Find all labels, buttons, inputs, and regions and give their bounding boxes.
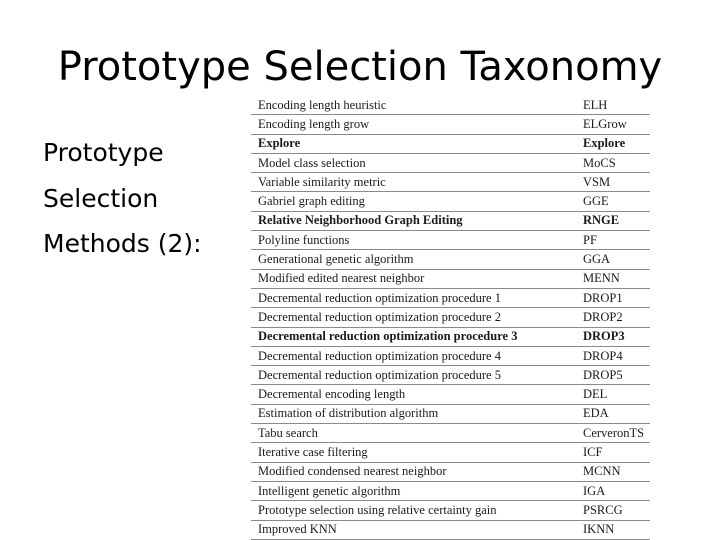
- method-name: Decremental reduction optimization procedure 4: [258, 348, 501, 363]
- method-name: Intelligent genetic algorithm: [258, 483, 401, 498]
- table-row: [251, 501, 650, 520]
- table-row: [251, 521, 650, 540]
- method-name: Modified condensed nearest neighbor: [258, 464, 447, 479]
- method-abbreviation: GGA: [583, 252, 611, 267]
- method-abbreviation: DROP4: [583, 348, 623, 363]
- method-abbreviation: IKNN: [583, 522, 615, 537]
- method-abbreviation: IGA: [583, 483, 606, 498]
- subtitle-line: Prototype: [43, 138, 164, 167]
- method-abbreviation: MoCS: [583, 155, 616, 170]
- method-name: Gabriel graph editing: [258, 194, 365, 209]
- table-row: [251, 192, 650, 211]
- method-name: Modified edited nearest neighbor: [258, 271, 425, 286]
- method-abbreviation: DEL: [583, 387, 608, 402]
- method-name: Polyline functions: [258, 232, 350, 247]
- table-row: [251, 96, 650, 115]
- table-row: [251, 366, 650, 385]
- table-row: [251, 405, 650, 424]
- method-abbreviation: Explore: [583, 136, 626, 151]
- method-abbreviation: DROP3: [583, 329, 625, 344]
- method-name: Prototype selection using relative certainty gain: [258, 502, 497, 517]
- method-abbreviation: GGE: [583, 194, 609, 209]
- method-name: Decremental reduction optimization procedure 5: [258, 367, 501, 382]
- table-row: [251, 231, 650, 250]
- subtitle-line: Methods (2):: [43, 229, 202, 258]
- method-name: Iterative case filtering: [258, 444, 368, 459]
- method-name: Generational genetic algorithm: [258, 252, 414, 267]
- method-name: Model class selection: [258, 155, 366, 170]
- method-abbreviation: DROP1: [583, 290, 623, 305]
- method-abbreviation: DROP5: [583, 367, 623, 382]
- table-row: [251, 135, 650, 154]
- table-row: [251, 443, 650, 462]
- table-row: [251, 212, 650, 231]
- table-row: [251, 173, 650, 192]
- method-abbreviation: MENN: [583, 271, 620, 286]
- method-name: Encoding length grow: [258, 116, 370, 131]
- method-name: Variable similarity metric: [258, 174, 386, 189]
- method-name: Improved KNN: [258, 522, 337, 537]
- table-row: [251, 270, 650, 289]
- method-abbreviation: ELH: [583, 97, 608, 112]
- table-row: [251, 308, 650, 327]
- method-name: Decremental reduction optimization procedure 1: [258, 290, 501, 305]
- method-abbreviation: MCNN: [583, 464, 621, 479]
- method-abbreviation: RNGE: [583, 213, 620, 228]
- method-abbreviation: DROP2: [583, 309, 623, 324]
- method-abbreviation: VSM: [583, 174, 611, 189]
- method-name: Encoding length heuristic: [258, 97, 387, 112]
- table-row: [251, 385, 650, 404]
- table-row: [251, 154, 650, 173]
- method-name: Decremental encoding length: [258, 387, 406, 402]
- method-name: Explore: [258, 136, 301, 151]
- method-name: Estimation of distribution algorithm: [258, 406, 439, 421]
- slide-title: Prototype Selection Taxonomy: [57, 44, 663, 90]
- subtitle-text: [43, 130, 243, 267]
- method-name: Decremental reduction optimization procedure 3: [258, 329, 518, 344]
- table-row: [251, 289, 650, 308]
- method-abbreviation: ICF: [583, 444, 603, 459]
- table-row: [251, 424, 650, 443]
- table-row: [251, 482, 650, 501]
- table-row: [251, 347, 650, 366]
- subtitle-line: Selection: [43, 183, 159, 213]
- method-name: Tabu search: [258, 425, 318, 440]
- method-abbreviation: PF: [583, 232, 597, 247]
- table-row: [251, 250, 650, 269]
- table-row: [251, 328, 650, 347]
- method-abbreviation: CerveronTS: [583, 425, 645, 440]
- method-abbreviation: PSRCG: [583, 502, 623, 517]
- method-name: Relative Neighborhood Graph Editing: [258, 213, 463, 228]
- method-abbreviation: ELGrow: [583, 116, 627, 131]
- method-name: Decremental reduction optimization procedure 2: [258, 309, 501, 324]
- table-row: [251, 463, 650, 482]
- methods-table: [251, 96, 650, 540]
- table-row: [251, 115, 650, 134]
- method-abbreviation: EDA: [583, 406, 609, 421]
